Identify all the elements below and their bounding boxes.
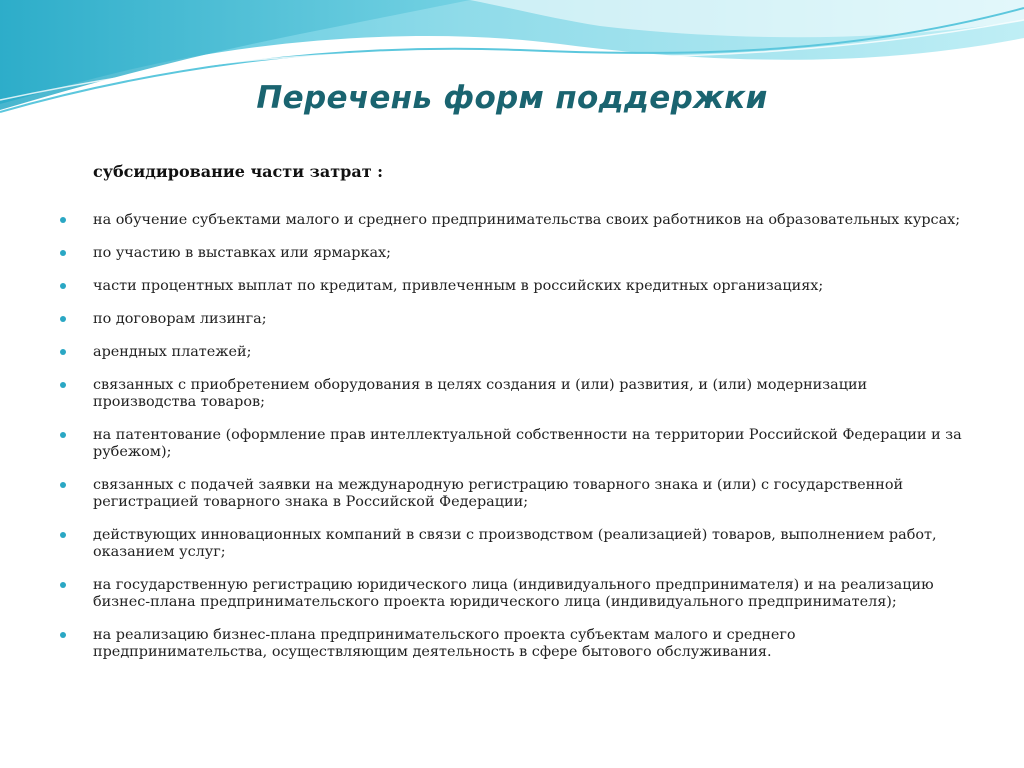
list-item — [60, 527, 965, 561]
bullet-dot-icon — [60, 250, 66, 256]
list-item — [60, 344, 965, 361]
list-item — [60, 477, 965, 511]
bullet-dot-icon — [60, 632, 66, 638]
list-item — [60, 377, 965, 411]
list-item-text: на реализацию бизнес-плана предпринимательского проекта субъектам малого и среднего предпринимательства, осуществляющим деятельность в сфере бытового обслуживания. — [93, 627, 796, 660]
list-item-text: части процентных выплат по кредитам, привлеченным в российских кредитных организациях; — [93, 278, 824, 294]
list-item — [60, 245, 965, 262]
list-item — [60, 627, 965, 661]
list-item — [60, 577, 965, 611]
section-subheading: субсидирование части затрат : — [93, 162, 384, 181]
list-item-text: действующих инновационных компаний в связи с производством (реализацией) товаров, выполнением работ, оказанием услуг; — [93, 527, 937, 560]
list-item — [60, 311, 965, 328]
list-item-text: по участию в выставках или ярмарках; — [93, 245, 392, 261]
list-item-text: связанных с подачей заявки на международную регистрацию товарного знака и (или) с государственной регистрацией товарного знака в Российской Федерации; — [93, 477, 904, 510]
list-item-text: на обучение субъектами малого и среднего предпринимательства своих работников на образовательных курсах; — [93, 212, 961, 228]
bullet-dot-icon — [60, 316, 66, 322]
bullet-dot-icon — [60, 283, 66, 289]
bullet-dot-icon — [60, 582, 66, 588]
list-item-text: арендных платежей; — [93, 344, 252, 360]
list-item-text: на патентование (оформление прав интеллектуальной собственности на территории Российской Федерации и за рубежом); — [93, 427, 962, 460]
support-forms-list — [60, 212, 965, 677]
list-item — [60, 427, 965, 461]
list-item-text: по договорам лизинга; — [93, 311, 267, 327]
list-item-text: связанных с приобретением оборудования в целях создания и (или) развития, и (или) модернизации производства товаров; — [93, 377, 868, 410]
bullet-dot-icon — [60, 349, 66, 355]
bullet-dot-icon — [60, 217, 66, 223]
bullet-dot-icon — [60, 532, 66, 538]
list-item-text: на государственную регистрацию юридического лица (индивидуального предпринимателя) и на реализацию бизнес-плана предпринимательского проекта юридического лица (индивидуального предпринимателя); — [93, 577, 934, 610]
bullet-dot-icon — [60, 432, 66, 438]
slide-title: Перечень форм поддержки — [256, 80, 768, 116]
bullet-dot-icon — [60, 482, 66, 488]
list-item — [60, 278, 965, 295]
bullet-dot-icon — [60, 382, 66, 388]
list-item — [60, 212, 965, 229]
